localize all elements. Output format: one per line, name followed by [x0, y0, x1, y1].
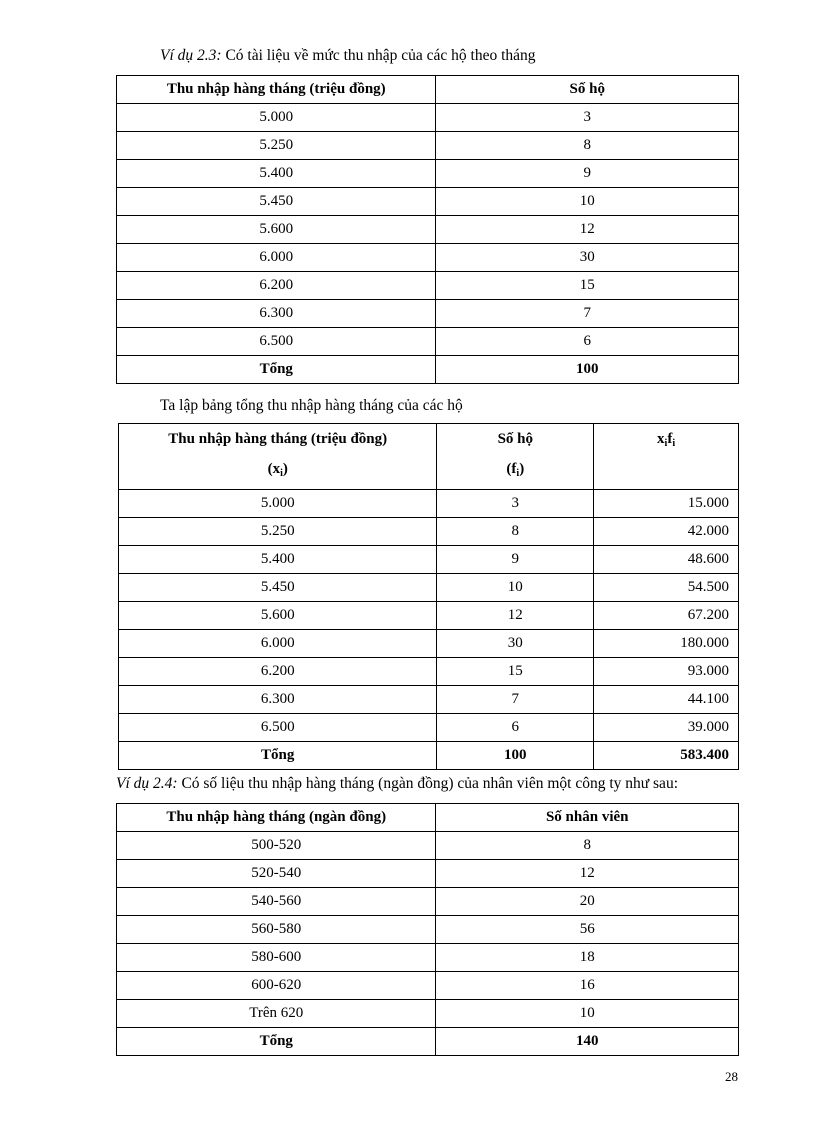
table-cell: 15: [437, 658, 594, 686]
table-cell: 560-580: [117, 916, 436, 944]
table-cell: 5.400: [117, 160, 436, 188]
table-cell: 5.400: [119, 546, 437, 574]
table-cell: 7: [436, 300, 739, 328]
table-cell: 5.000: [119, 490, 437, 518]
table-cell: 100: [436, 356, 739, 384]
header-xi-label: $(x_i)$: [267, 461, 288, 479]
table-row: [117, 132, 739, 160]
total-row: [117, 356, 739, 384]
table-cell: Tổng: [117, 356, 436, 384]
table-cell: 12: [436, 216, 739, 244]
table-cell: 7: [437, 686, 594, 714]
total-row: [119, 742, 739, 770]
table-cell: Tổng: [117, 1028, 436, 1056]
table-cell: 3: [436, 104, 739, 132]
example-2-3-text: Có tài liệu về mức thu nhập của các hộ theo tháng: [221, 47, 536, 64]
table-row: [119, 490, 739, 518]
table-row: [119, 574, 739, 602]
header-income: Thu nhập hàng tháng (triệu đồng): [117, 76, 436, 104]
table-cell: 12: [437, 602, 594, 630]
table-row: [119, 546, 739, 574]
table-cell: 8: [437, 518, 594, 546]
table-row: [117, 272, 739, 300]
table-cell: 54.500: [594, 574, 739, 602]
table-cell: 67.200: [594, 602, 739, 630]
table-row: [117, 944, 739, 972]
table-cell: 6.200: [119, 658, 437, 686]
header-households-fi: [437, 424, 594, 490]
table-cell: 5.450: [119, 574, 437, 602]
table-row: [119, 602, 739, 630]
table-cell: 520-540: [117, 860, 436, 888]
table-row: [117, 160, 739, 188]
header-households: Số hộ: [436, 76, 739, 104]
table-cell: 583.400: [594, 742, 739, 770]
table-cell: 5.000: [117, 104, 436, 132]
table-cell: 140: [436, 1028, 739, 1056]
table-cell: 8: [436, 832, 739, 860]
table-cell: 6: [436, 328, 739, 356]
table-cell: 580-600: [117, 944, 436, 972]
table-cell: 6.000: [117, 244, 436, 272]
header-households-label: Số hộ: [497, 431, 534, 447]
table-cell: 6.300: [119, 686, 437, 714]
table-cell: 3: [437, 490, 594, 518]
table-cell: 6.000: [119, 630, 437, 658]
example-2-4-label: Ví dụ 2.4:: [116, 775, 178, 792]
table-row: [117, 832, 739, 860]
table-cell: 12: [436, 860, 739, 888]
table-cell: 42.000: [594, 518, 739, 546]
table-row: [117, 216, 739, 244]
summary-table: [118, 423, 739, 770]
table-cell: 93.000: [594, 658, 739, 686]
table-cell: 18: [436, 944, 739, 972]
header-fi-label: $(f_i)$: [506, 461, 525, 479]
example-2-3-label: Ví dụ 2.3:: [160, 47, 222, 64]
table-row: [117, 860, 739, 888]
table-cell: 540-560: [117, 888, 436, 916]
example-2-4-text: Có số liệu thu nhập hàng tháng (ngàn đồng) của nhân viên một công ty như sau:: [177, 775, 678, 792]
page-number: 28: [725, 1069, 738, 1084]
table-row: [119, 686, 739, 714]
table-cell: 10: [436, 1000, 739, 1028]
table-row: [117, 244, 739, 272]
table-row: [117, 888, 739, 916]
table-cell: 5.450: [117, 188, 436, 216]
table-cell: 6.500: [119, 714, 437, 742]
table-cell: 100: [437, 742, 594, 770]
table-cell: 180.000: [594, 630, 739, 658]
table-cell: 6.500: [117, 328, 436, 356]
table-cell: 6.300: [117, 300, 436, 328]
table-cell: 30: [436, 244, 739, 272]
table-cell: 16: [436, 972, 739, 1000]
table-cell: 20: [436, 888, 739, 916]
table-cell: 30: [437, 630, 594, 658]
table-cell: 44.100: [594, 686, 739, 714]
table-row: [117, 300, 739, 328]
table-cell: 6.200: [117, 272, 436, 300]
table-cell: 600-620: [117, 972, 436, 1000]
table-cell: Trên 620: [117, 1000, 436, 1028]
example-2-3-heading: [160, 46, 536, 66]
table-row: [117, 972, 739, 1000]
table-row: [117, 916, 739, 944]
table-row: [119, 714, 739, 742]
table-row: [119, 630, 739, 658]
table-row: [117, 1000, 739, 1028]
table-cell: 9: [436, 160, 739, 188]
table-cell: 10: [437, 574, 594, 602]
table-cell: 5.250: [119, 518, 437, 546]
table-cell: 5.250: [117, 132, 436, 160]
table-cell: 5.600: [119, 602, 437, 630]
table-row: [117, 188, 739, 216]
header-income-thousand: Thu nhập hàng tháng (ngàn đồng): [117, 804, 436, 832]
table-cell: 8: [436, 132, 739, 160]
table-row: [117, 104, 739, 132]
table-cell: 15.000: [594, 490, 739, 518]
table-cell: 500-520: [117, 832, 436, 860]
table-cell: 56: [436, 916, 739, 944]
table-row: [119, 658, 739, 686]
header-xifi: $x_if_i$: [594, 424, 739, 490]
table-cell: 10: [436, 188, 739, 216]
table-cell: 9: [437, 546, 594, 574]
employee-income-table: [116, 803, 739, 1056]
table-cell: Tổng: [119, 742, 437, 770]
header-income-label: Thu nhập hàng tháng (triệu đồng): [168, 431, 388, 447]
table-row: [119, 518, 739, 546]
table-row: [117, 328, 739, 356]
summary-intro: Ta lập bảng tổng thu nhập hàng tháng của các hộ: [160, 397, 463, 414]
table-cell: 48.600: [594, 546, 739, 574]
table-cell: 39.000: [594, 714, 739, 742]
example-2-4-heading: [116, 774, 678, 794]
header-employees: Số nhân viên: [436, 804, 739, 832]
table-cell: 15: [436, 272, 739, 300]
total-row: [117, 1028, 739, 1056]
table-cell: 5.600: [117, 216, 436, 244]
header-income-xi: [119, 424, 437, 490]
table-cell: 6: [437, 714, 594, 742]
income-table-2-3: [116, 75, 739, 384]
